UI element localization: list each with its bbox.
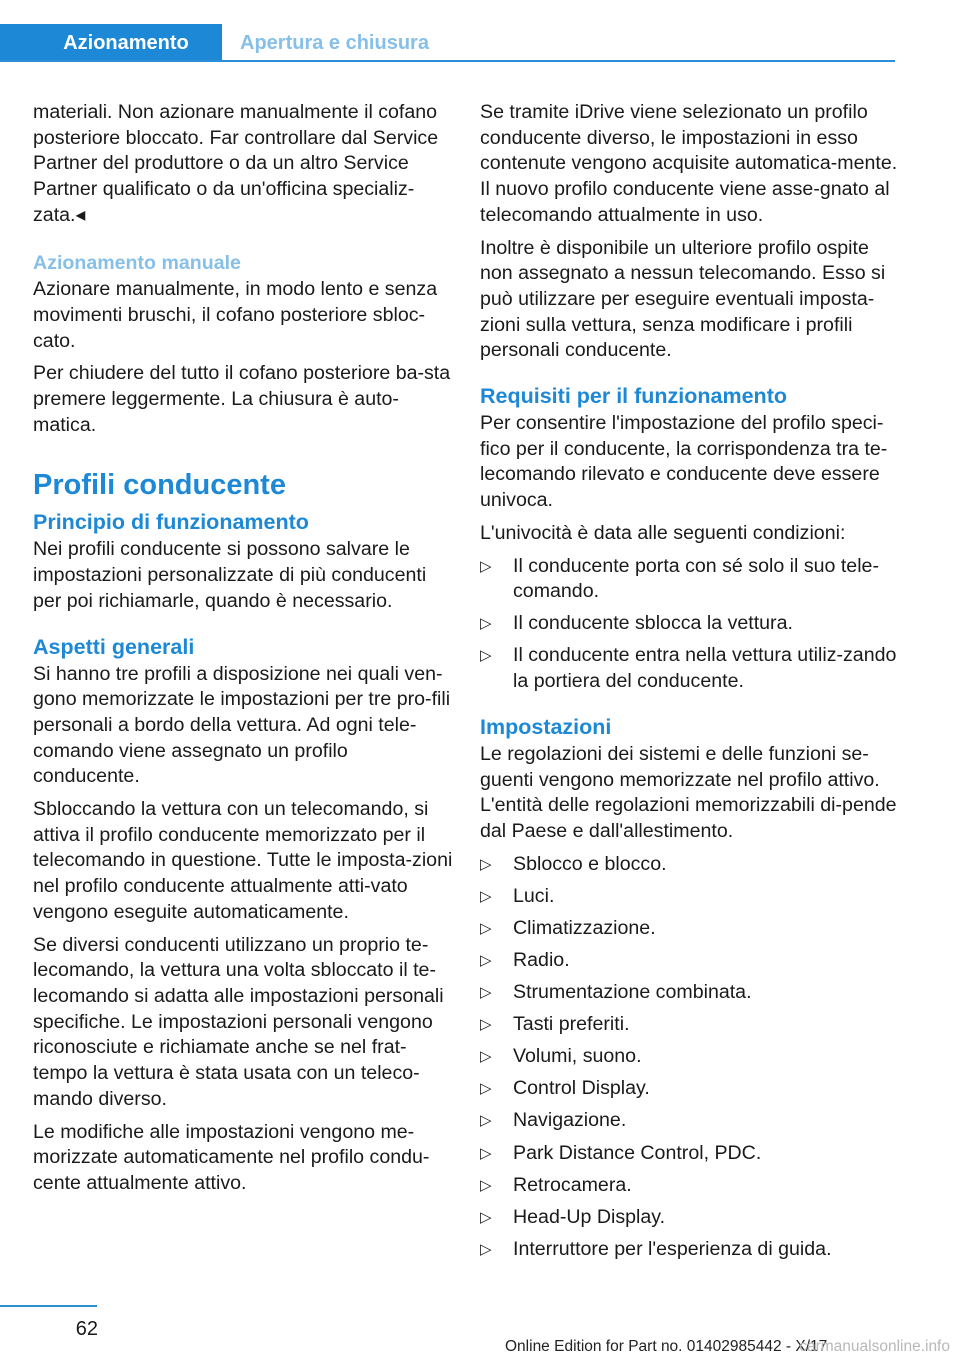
heading-general-aspects: Aspetti generali [33,634,195,659]
list-item: ▷ Radio. [480,948,898,974]
triangle-bullet-icon: ▷ [480,1112,492,1130]
section-tab-inactive: Apertura e chiusura [240,31,429,54]
paragraph-settings: Le regolazioni dei sistemi e delle funzioni se-guenti vengono memorizzate nel profilo attivo. L'entità delle regolazioni memorizzabili di-pende dal Paese e dall'allestimento. [480,742,897,842]
heading-requirements: Requisiti per il funzionamento [480,384,787,409]
list-item: ▷ Tasti preferiti. [480,1012,898,1038]
triangle-bullet-icon: ▷ [480,557,492,575]
page-number: 62 [75,1318,98,1340]
heading-principle: Principio di funzionamento [33,510,309,535]
triangle-bullet-icon: ▷ [480,647,492,665]
triangle-bullet-icon: ▷ [480,615,492,633]
paragraph-general-4: Le modifiche alle impostazioni vengono me-morizzate automaticamente nel profilo condu-cente attualmente attivo. [33,1120,430,1194]
heading-settings: Impostazioni [480,714,612,739]
list-item: ▷ Sblocco e blocco. [480,852,898,878]
section-tab-active: Azionamento [0,24,222,62]
right-column [480,100,898,1269]
list-item: ▷ Head-Up Display. [480,1205,898,1231]
triangle-bullet-icon: ▷ [480,951,492,969]
header-rule [0,60,895,62]
paragraph-warning-end: materiali. Non azionare manualmente il cofano posteriore bloccato. Far controllare dal Service Partner del produttore o da un altro Service Partner qualificato o da un'officina specializ-zata.◂ [33,101,439,226]
list-item: ▷ Climatizzazione. [480,916,898,942]
list-item: ▷ Interruttore per l'esperienza di guida. [480,1237,898,1263]
list-item: ▷ Volumi, suono. [480,1044,898,1070]
triangle-bullet-icon: ▷ [480,919,492,937]
triangle-bullet-icon: ▷ [480,1176,492,1194]
triangle-bullet-icon: ▷ [480,1240,492,1258]
list-item: ▷ Luci. [480,884,898,910]
watermark: carmanualsonline.info [799,1338,950,1355]
list-item: ▷ Il conducente entra nella vettura utiliz-zando la portiera del conducente. [480,644,897,693]
heading-manual-operation: Azionamento manuale [33,251,241,274]
list-item: ▷ Park Distance Control, PDC. [480,1141,898,1167]
paragraph-guest-profile: Inoltre è disponibile un ulteriore profilo ospite non assegnato a nessun telecomando. Esso si può utilizzare per eseguire eventuali imposta-zioni sulla vettura, senza modificare i profili personali conducente. [480,236,886,362]
paragraph-conditions-intro: L'univocità è data alle seguenti condizioni: [480,521,846,544]
heading-driver-profiles: Profili conducente [33,469,286,502]
triangle-bullet-icon: ▷ [480,855,492,873]
list-item: ▷ Control Display. [480,1076,898,1102]
list-item: ▷ Il conducente sblocca la vettura. [480,611,898,637]
paragraph-manual-1: Azionare manualmente, in modo lento e senza movimenti bruschi, il cofano posteriore sbloc-cato. [33,278,438,352]
paragraph-manual-2: Per chiudere del tutto il cofano posteriore ba-sta premere leggermente. La chiusura è auto-matica. [33,362,451,436]
triangle-bullet-icon: ▷ [480,1144,492,1162]
paragraph-requirements: Per consentire l'impostazione del profilo speci-fico per il conducente, la corrispondenza tra te-lecomando rilevato e conducente deve essere univoca. [480,412,888,512]
triangle-bullet-icon: ▷ [480,887,492,905]
triangle-bullet-icon: ▷ [480,1080,492,1098]
triangle-bullet-icon: ▷ [480,1208,492,1226]
paragraph-general-2: Sbloccando la vettura con un telecomando, si attiva il profilo conducente memorizzato per il telecomando in questione. Tutte le imposta-zioni nel profilo conducente attualmente atti-vato vengono eseguite automaticamente. [33,798,453,923]
paragraph-general-3: Se diversi conducenti utilizzano un proprio te-lecomando, la vettura una volta sbloccato il te-lecomando si adatta alle impostazioni personali specifiche. Le impostazioni personali vengono riconosciute e richiamate anche se nel frat-tempo la vettura è stata usata con un teleco-mando diverso. [33,933,444,1110]
footer-rule [0,1305,97,1307]
list-item: ▷ Retrocamera. [480,1173,898,1199]
triangle-bullet-icon: ▷ [480,1016,492,1034]
edition-label: Online Edition for Part no. 01402985442 - X/17 [505,1338,828,1355]
triangle-bullet-icon: ▷ [480,984,492,1002]
paragraph-principle: Nei profili conducente si possono salvare le impostazioni personalizzate di più conducenti per poi richiamarle, quando è necessario. [33,538,427,612]
left-column [33,100,453,1204]
paragraph-general-1: Si hanno tre profili a disposizione nei quali ven-gono memorizzate le impostazioni per tre pro-fili personali a bordo della vettura. Ad ogni tele-comando viene assegnato un profilo conducente. [33,662,451,788]
settings-list [480,852,898,1263]
list-item: ▷ Il conducente porta con sé solo il suo tele-comando. [480,554,879,603]
triangle-bullet-icon: ▷ [480,1048,492,1066]
list-item: ▷ Navigazione. [480,1108,898,1134]
paragraph-idrive: Se tramite iDrive viene selezionato un profilo conducente diverso, le impostazioni in esso contenute vengono acquisite automatica-mente. Il nuovo profilo conducente viene asse-gnato al telecomando attualmente in uso. [480,101,898,226]
conditions-list [480,554,898,695]
page-header [0,24,895,62]
list-item: ▷ Strumentazione combinata. [480,980,898,1006]
